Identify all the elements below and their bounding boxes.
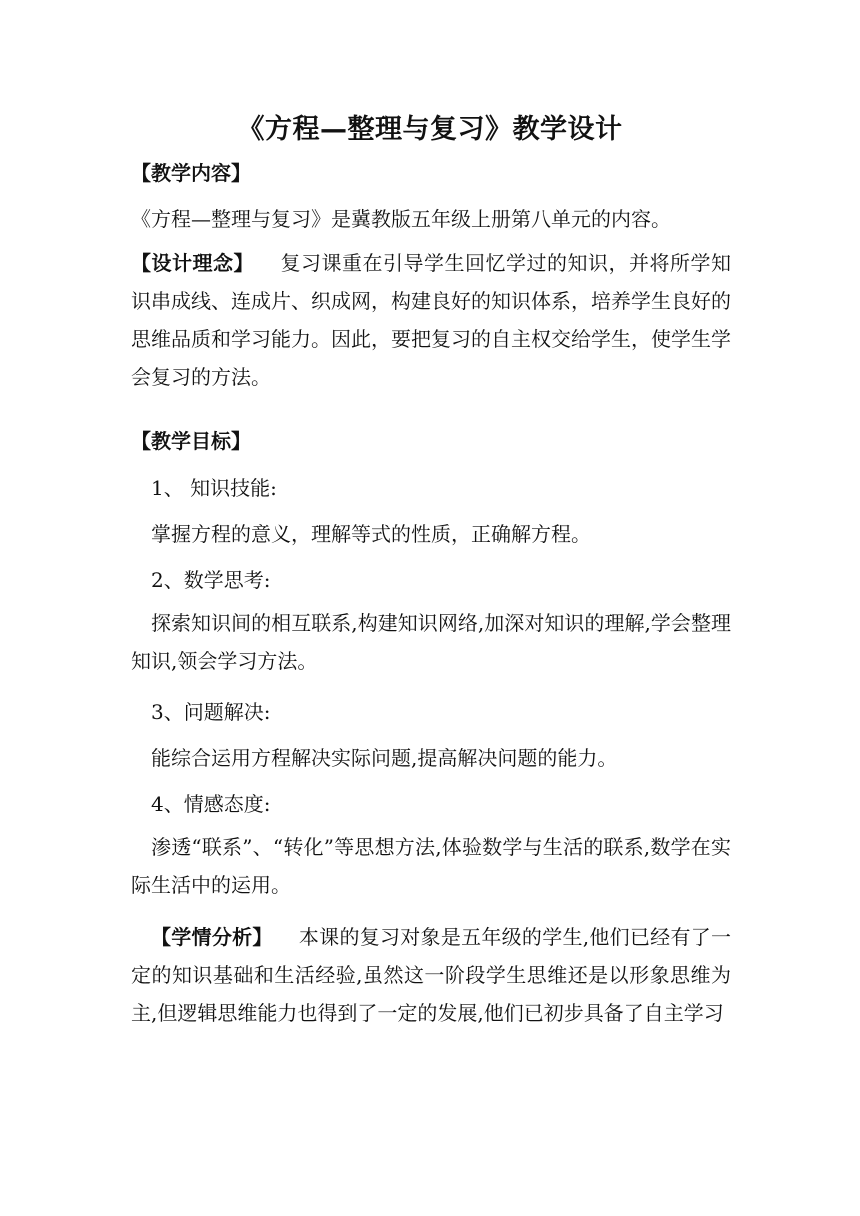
objective-label-3: 3、问题解决: xyxy=(151,700,271,724)
section-concept xyxy=(131,244,731,396)
objective-text-3: 能综合运用方程解决实际问题,提高解决问题的能力。 xyxy=(151,746,618,770)
section-heading-concept: 【设计理念】 xyxy=(131,251,254,275)
section-heading-objectives: 【教学目标】 xyxy=(131,429,251,453)
section-analysis xyxy=(131,918,731,1032)
objective-text-2: 探索知识间的相互联系,构建知识网络,加深对知识的理解,学会整理知识,领会学习方法。 xyxy=(131,611,731,673)
objective-text-1: 掌握方程的意义，理解等式的性质，正确解方程。 xyxy=(151,522,591,546)
objective-label-1: 1、 知识技能: xyxy=(151,476,277,500)
section-heading-analysis: 【学情分析】 xyxy=(151,925,273,949)
objective-label-2: 2、数学思考: xyxy=(151,568,271,592)
section-text-analysis: 本课的复习对象是五年级的学生,他们已经有了一定的知识基础和生活经验,虽然这一阶段学生思维还是以形象思维为主,但逻辑思维能力也得到了一定的发展,他们已初步具备了自主学习 xyxy=(131,925,732,1025)
section-text-concept: 复习课重在引导学生回忆学过的知识，并将所学知识串成线、连成片、织成网，构建良好的知识体系，培养学生良好的思维品质和学习能力。因此，要把复习的自主权交给学生，使学生学会复习的方法。 xyxy=(131,251,731,389)
objective-text-4: 渗透“联系”、“转化”等思想方法,体验数学与生活的联系,数学在实际生活中的运用。 xyxy=(131,835,731,897)
document-title: 《方程—整理与复习》教学设计 xyxy=(237,114,623,145)
objective-label-4: 4、情感态度: xyxy=(151,792,271,816)
section-text-content: 《方程—整理与复习》是冀教版五年级上册第八单元的内容。 xyxy=(131,207,671,231)
section-heading-content: 【教学内容】 xyxy=(131,161,251,185)
